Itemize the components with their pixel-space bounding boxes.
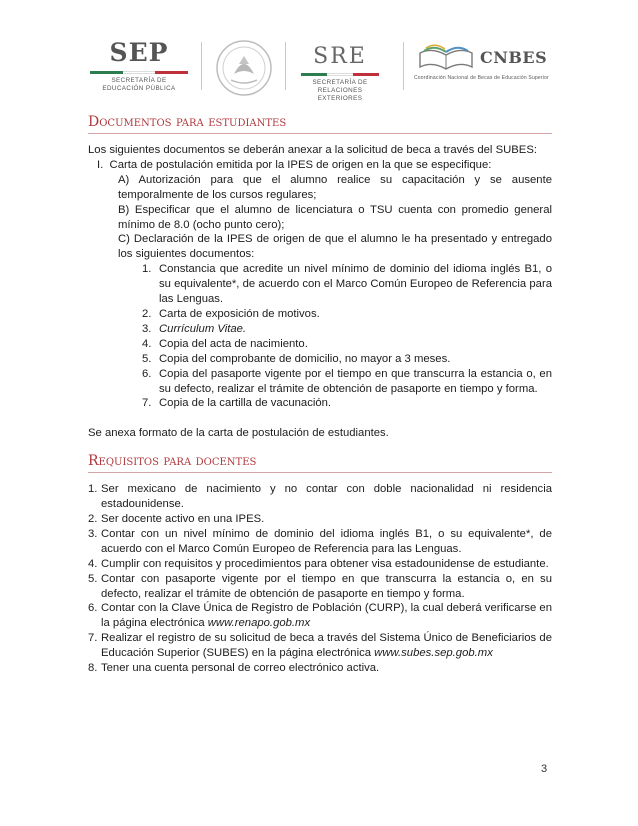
sre-logo <box>295 44 385 103</box>
item-text: Realizar el registro de su solicitud de beca a través del Sistema Único de Beneficiarios de Educación Superior (SUBES) en la página electrónica <box>101 632 552 660</box>
list-item-number: 6. <box>88 602 98 615</box>
list-item-text: Contar con pasaporte vigente por el tiempo en que transcurra la estancia o, en su defecto, realizar el trámite de obtención de pasaporte en tiempo y forma. <box>101 572 552 600</box>
section1-sub-C: C) Declaración de la IPES de origen de que el alumno le ha presentado y entregado los siguientes documentos: <box>118 233 552 261</box>
section1-sub-B: B) Especificar que el alumno de licenciatura o TSU cuenta con promedio general mínimo de 8.0 (ocho punto cero); <box>118 203 552 231</box>
list-item-number: 6. <box>142 367 152 380</box>
list-item <box>88 482 552 512</box>
list-item-number: 7. <box>88 632 98 645</box>
list-item-number: 2. <box>88 513 98 526</box>
list-item-text: Tener una cuenta personal de correo electrónico activa. <box>101 662 380 675</box>
sre-logo-sub1: SECRETARÍA DE <box>312 79 368 86</box>
item-text: Contar con la Clave Única de Registro de Población (CURP), la cual deberá verificarse en la página electrónica <box>101 602 552 630</box>
section-heading-requisitos: Requisitos para docentes <box>88 451 552 473</box>
list-item-text: Carta de exposición de motivos. <box>159 307 320 320</box>
list-item-text: Constancia que acredite un nivel mínimo de dominio del idioma inglés B1, o su equivalente*, de acuerdo con el Marco Común Europeo de Referencia para las Lenguas. <box>159 263 552 306</box>
list-item <box>88 631 552 661</box>
logo-divider <box>403 42 404 90</box>
list-item <box>142 352 552 367</box>
list-item-text: Ser docente activo en una IPES. <box>101 513 265 526</box>
cnbes-logo <box>414 43 564 88</box>
cnbes-logo-name: CNBES <box>480 48 548 67</box>
list-item-text: Cumplir con requisitos y procedimientos para obtener visa estadounidense de estudiante. <box>101 557 549 570</box>
sep-flag-bar <box>90 71 188 74</box>
list-item-text: Copia del pasaporte vigente por el tiempo en que transcurra la estancia o, en su defecto, realizar el trámite de obtención de pasaporte en tiempo y forma. <box>159 367 552 395</box>
list-item <box>142 396 552 411</box>
list-item-number: 2. <box>142 307 152 320</box>
sep-logo <box>84 38 194 93</box>
list-item-number: 4. <box>88 557 98 570</box>
renapo-link[interactable]: www.renapo.gob.mx <box>207 617 311 630</box>
list-item-number: 8. <box>88 662 98 675</box>
section1-item-I: I. Carta de postulación emitida por la IPES de origen en la que se especifique: <box>97 158 492 171</box>
page-header <box>0 0 638 105</box>
list-item-number: 4. <box>142 337 152 350</box>
sre-logo-sub2: RELACIONES EXTERIORES <box>317 87 363 102</box>
list-item <box>88 601 552 631</box>
list-item-text: Contar con un nivel mínimo de dominio del idioma inglés B1, o su equivalente*, de acuerdo con el Marco Común Europeo de Referencia para las Lenguas. <box>101 527 552 555</box>
sep-logo-sub1: SECRETARÍA DE <box>111 77 167 84</box>
list-item <box>142 367 552 397</box>
list-item-number: 7. <box>142 397 152 410</box>
list-item-text: Copia del acta de nacimiento. <box>159 337 308 350</box>
list-item-number: 3. <box>142 322 152 335</box>
cnbes-logo-sub: Coordinación Nacional de Becas de Educación Superior <box>414 75 549 81</box>
subes-link[interactable]: www.subes.sep.gob.mx <box>374 647 493 660</box>
list-item <box>142 307 552 322</box>
list-item <box>88 512 552 527</box>
list-item-number: 1. <box>142 263 152 276</box>
sep-logo-sub2: EDUCACIÓN PÚBLICA <box>102 85 176 92</box>
page-number: 3 <box>541 763 548 775</box>
list-item <box>88 661 552 676</box>
list-item-text: Ser mexicano de nacimiento y no contar con doble nacionalidad ni residencia estadounidense. <box>101 483 552 511</box>
sep-logo-name: SEP <box>109 38 169 67</box>
list-item-number: 1. <box>88 483 98 496</box>
list-item <box>88 572 552 602</box>
list-item <box>142 322 552 337</box>
sre-logo-name: SRE <box>313 44 367 69</box>
list-item-text: Copia del comprobante de domicilio, no mayor a 3 meses. <box>159 352 451 365</box>
documents-list <box>88 262 552 411</box>
logo-divider <box>201 42 202 90</box>
section1-intro: Los siguientes documentos se deberán anexar a la solicitud de beca a través del SUBES: <box>88 144 538 156</box>
section1-sub-A: A) Autorización para que el alumno realice su capacitación y se ausente temporalmente de los cursos regulares; <box>118 173 552 201</box>
list-item-text: Copia de la cartilla de vacunación. <box>159 397 332 410</box>
list-item-text <box>101 601 552 631</box>
list-item-text <box>101 631 552 661</box>
list-item-number: 5. <box>88 572 98 585</box>
section-heading-documentos: Documentos para estudiantes <box>88 112 552 134</box>
logo-divider <box>285 42 286 90</box>
list-item <box>142 337 552 352</box>
requirements-list <box>88 482 552 676</box>
open-book-icon <box>416 43 476 73</box>
document-body <box>88 112 552 676</box>
national-seal-icon <box>209 38 279 98</box>
list-item <box>88 557 552 572</box>
list-item-number: 5. <box>142 352 152 365</box>
list-item <box>142 262 552 307</box>
sre-flag-bar <box>301 73 379 76</box>
list-item-number: 3. <box>88 527 98 540</box>
list-item <box>88 527 552 557</box>
list-item-text: Currículum Vitae. <box>159 322 247 335</box>
section1-closing: Se anexa formato de la carta de postulación de estudiantes. <box>88 427 389 440</box>
